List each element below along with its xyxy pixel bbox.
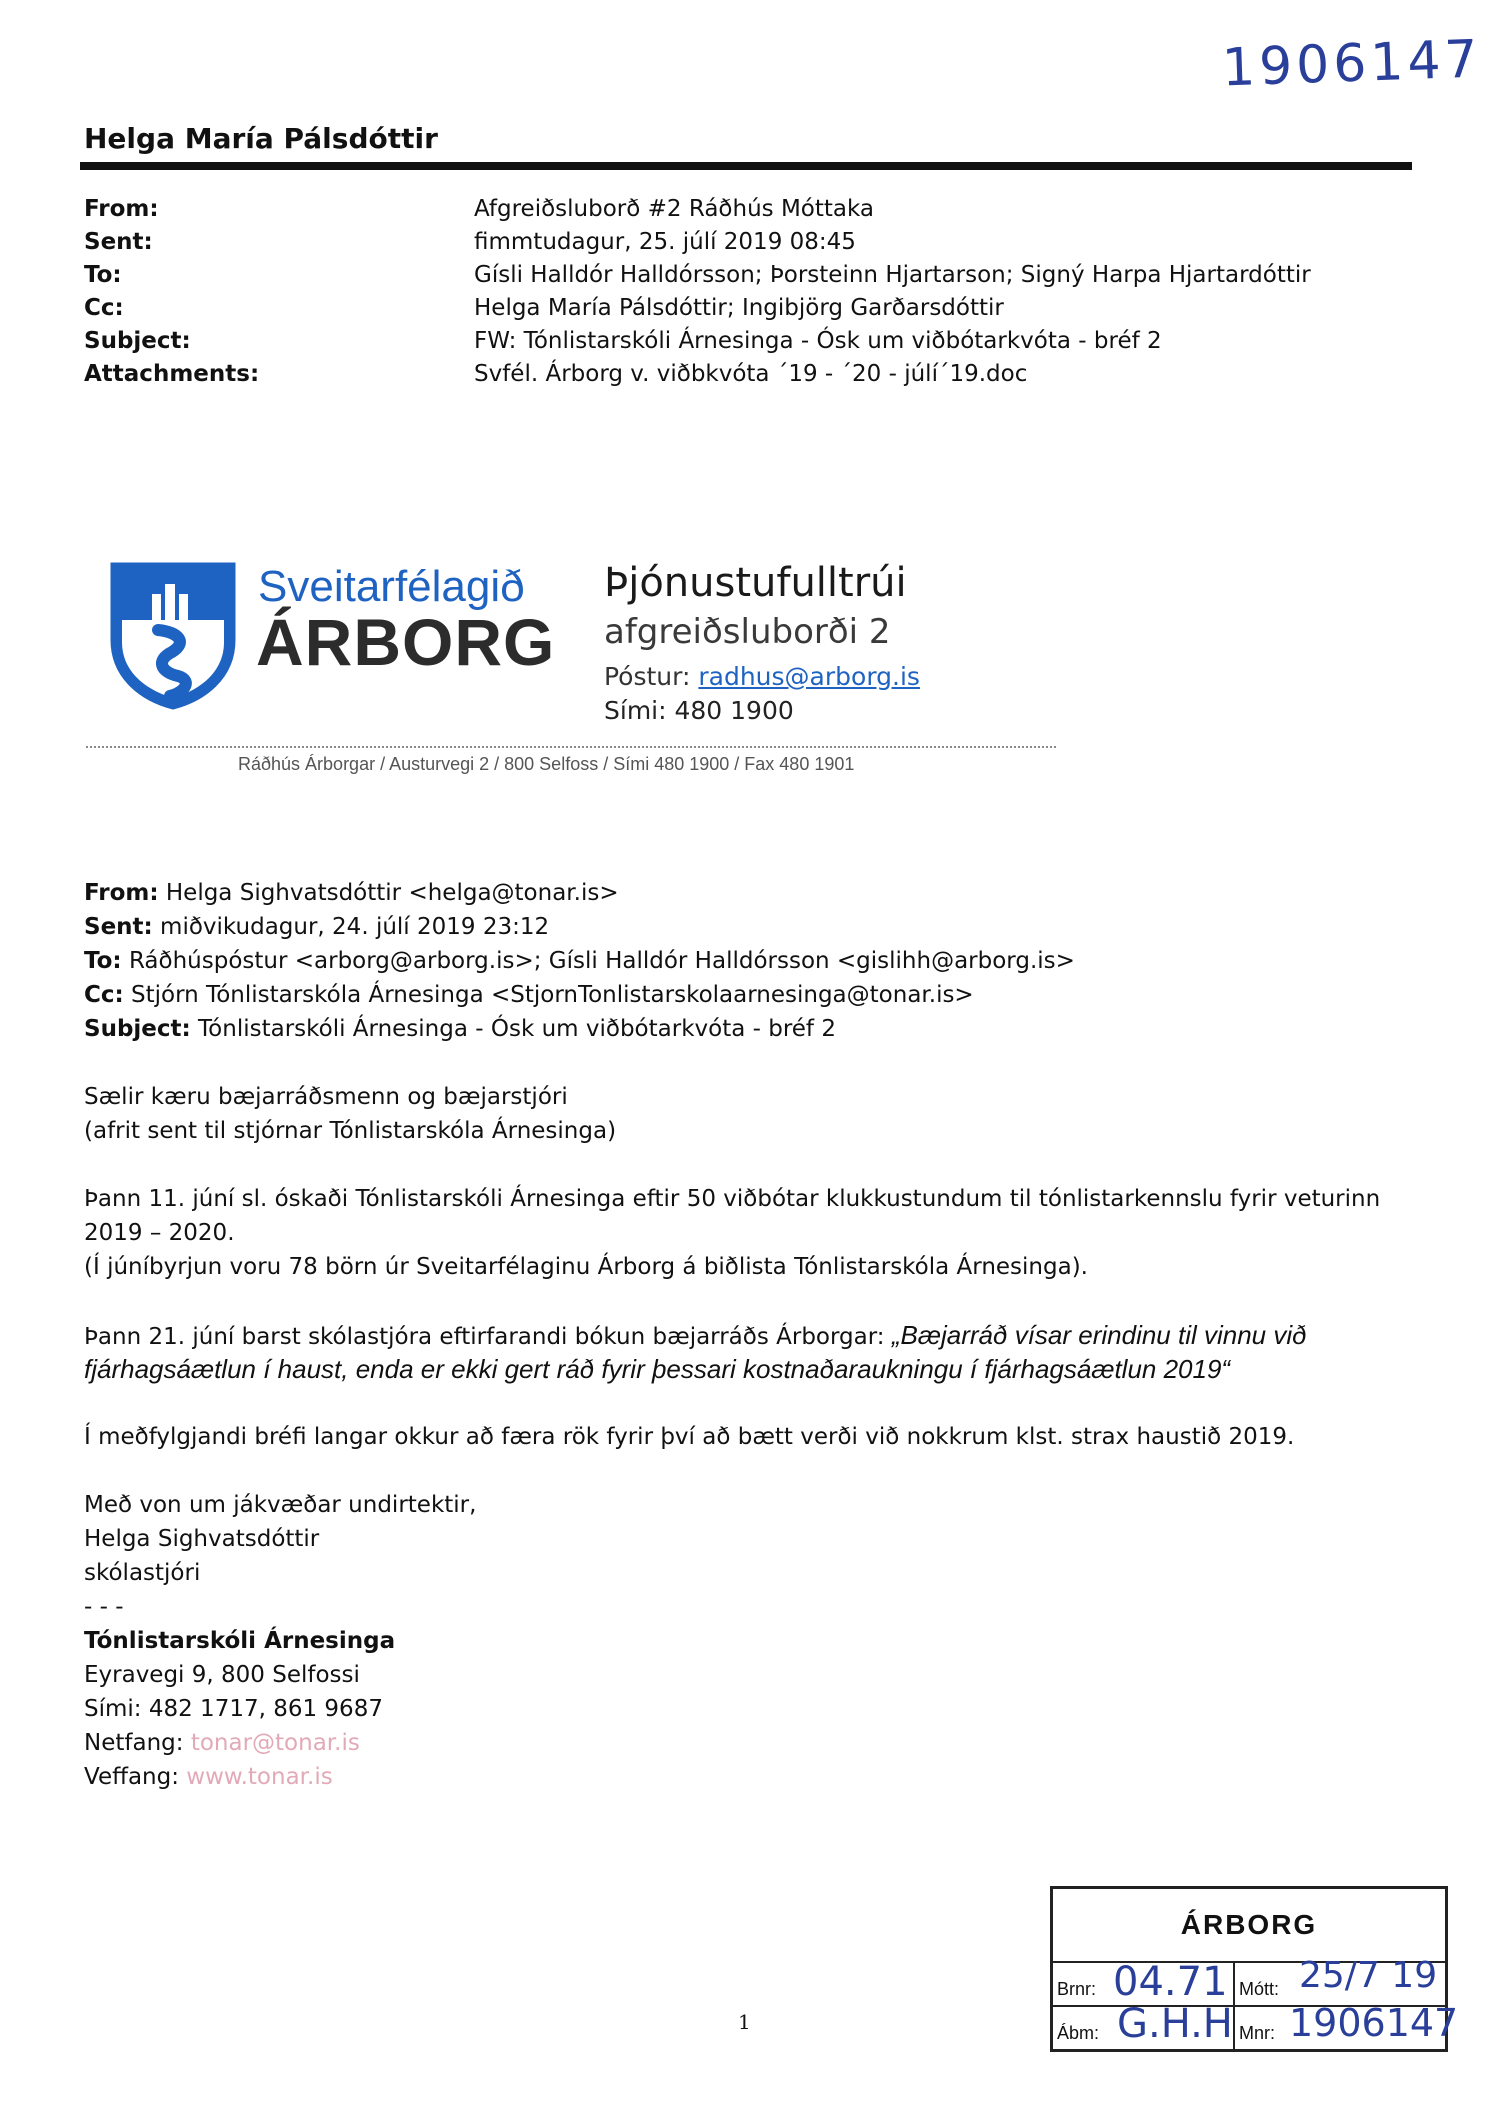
council-quote-start: „Bæjarráð vísar erindinu til vinnu við bbox=[891, 1320, 1307, 1350]
signature-divider bbox=[86, 746, 1056, 748]
closing: Með von um jákvæðar undirtektir, bbox=[84, 1492, 477, 1518]
stamp-value-brnr: 04.71 bbox=[1113, 1959, 1228, 2005]
paragraph-3: Í meðfylgjandi bréfi langar okkur að færa rök fyrir því að bætt verði við nokkrum klst. strax haustið 2019. bbox=[84, 1424, 1295, 1450]
school-web-link[interactable]: www.tonar.is bbox=[186, 1764, 333, 1790]
school-web-line bbox=[84, 1760, 1414, 1794]
original-cc bbox=[84, 978, 1414, 1012]
paragraph-1-line-2: 2019 – 2020. bbox=[84, 1220, 235, 1246]
cc-note: (afrit sent til stjórnar Tónlistarskóla Árnesinga) bbox=[84, 1118, 617, 1144]
stamp-value-mott: 25/7 19 bbox=[1299, 1955, 1438, 1996]
field-value: miðvikudagur, 24. júlí 2019 23:12 bbox=[152, 914, 550, 940]
logo-text-municipality: Sveitarfélagið bbox=[258, 562, 525, 611]
paragraph-2-intro: Þann 21. júní barst skólastjóra eftirfarandi bókun bæjarráðs Árborgar: bbox=[84, 1324, 892, 1350]
arborg-shield-icon bbox=[108, 560, 238, 710]
header-label: From: bbox=[84, 196, 159, 222]
header-label: Cc: bbox=[84, 295, 124, 321]
stamp-title: ÁRBORG bbox=[1180, 1909, 1318, 1940]
school-name bbox=[84, 1624, 1414, 1658]
header-value: FW: Tónlistarskóli Árnesinga - Ósk um viðbótarkvóta - bréf 2 bbox=[474, 328, 1162, 354]
header-value: Afgreiðsluborð #2 Ráðhús Móttaka bbox=[474, 196, 874, 222]
signature-email-link[interactable]: radhus@arborg.is bbox=[698, 662, 920, 691]
paragraph-1-line-3: (Í júníbyrjun voru 78 börn úr Sveitarfélaginu Árborg á biðlista Tónlistarskóla Árnesinga). bbox=[84, 1254, 1088, 1280]
header-label: To: bbox=[84, 262, 122, 288]
school-name-text: Tónlistarskóli Árnesinga bbox=[84, 1628, 396, 1654]
signature-email-label: Póstur: bbox=[604, 662, 691, 691]
header-value: Gísli Halldór Halldórsson; Þorsteinn Hjartarson; Signý Harpa Hjartardóttir bbox=[474, 262, 1311, 288]
header-value: fimmtudagur, 25. júlí 2019 08:45 bbox=[474, 229, 856, 255]
school-email-label: Netfang: bbox=[84, 1730, 191, 1756]
school-web-label: Veffang: bbox=[84, 1764, 187, 1790]
field-label: Sent: bbox=[84, 914, 153, 940]
header-label: Sent: bbox=[84, 229, 153, 255]
paragraph-2-line-1 bbox=[84, 1318, 1414, 1352]
signature-email-line bbox=[604, 662, 920, 691]
signature-title: Þjónustufulltrúi bbox=[604, 560, 907, 606]
field-label: To: bbox=[84, 948, 122, 974]
signature-phone: Sími: 480 1900 bbox=[604, 696, 794, 725]
original-to bbox=[84, 944, 1414, 978]
forwarded-message bbox=[84, 876, 1414, 1794]
field-value: Helga Sighvatsdóttir <helga@tonar.is> bbox=[158, 880, 619, 906]
signature-address: Ráðhús Árborgar / Austurvegi 2 / 800 Selfoss / Sími 480 1900 / Fax 480 1901 bbox=[238, 754, 855, 774]
original-from bbox=[84, 876, 1414, 910]
header-divider bbox=[80, 162, 1412, 170]
stamp-divider bbox=[1233, 1961, 1235, 2049]
field-value: Ráðhúspóstur <arborg@arborg.is>; Gísli Halldór Halldórsson <gislihh@arborg.is> bbox=[121, 948, 1075, 974]
header-label: Attachments: bbox=[84, 361, 260, 387]
stamp-value-mnr: 1906147 bbox=[1289, 2001, 1459, 2045]
email-signature bbox=[108, 560, 1058, 780]
page-number: 1 bbox=[738, 2010, 751, 2034]
stamp-label-brnr: Brnr: bbox=[1057, 1979, 1097, 1999]
stamp-label-mott: Mótt: bbox=[1239, 1979, 1280, 1999]
signature-subtitle: afgreiðsluborði 2 bbox=[604, 612, 891, 652]
field-label: Cc: bbox=[84, 982, 124, 1008]
header-label: Subject: bbox=[84, 328, 191, 354]
field-value: Tónlistarskóli Árnesinga - Ósk um viðbótarkvóta - bréf 2 bbox=[190, 1016, 836, 1042]
field-label: From: bbox=[84, 880, 159, 906]
stamp-label-abm: Ábm: bbox=[1057, 2023, 1100, 2043]
school-address: Eyravegi 9, 800 Selfossi bbox=[84, 1662, 360, 1688]
signature-separator: - - - bbox=[84, 1594, 124, 1620]
sender-role: skólastjóri bbox=[84, 1560, 201, 1586]
header-value: Helga María Pálsdóttir; Ingibjörg Garðarsdóttir bbox=[474, 295, 1004, 321]
stamp-value-abm: G.H.H bbox=[1117, 2001, 1233, 2047]
school-phones: Sími: 482 1717, 861 9687 bbox=[84, 1696, 383, 1722]
original-subject bbox=[84, 1012, 1414, 1046]
council-quote-end: fjárhagsáætlun í haust, enda er ekki gert ráð fyrir þessari kostnaðaraukningu í fjárhagsáætlun 2019“ bbox=[84, 1354, 1231, 1384]
attachment-filename[interactable]: Svfél. Árborg v. viðbkvóta ´19 - ´20 - júlí´19.doc bbox=[474, 361, 1028, 387]
document-author: Helga María Pálsdóttir bbox=[84, 122, 438, 155]
handwritten-reference-number: 1906147 bbox=[1221, 29, 1483, 99]
school-email-line bbox=[84, 1726, 1414, 1760]
logo-text-arborg: ÁRBORG bbox=[256, 605, 556, 679]
stamp-label-mnr: Mnr: bbox=[1239, 2023, 1275, 2043]
field-value: Stjórn Tónlistarskóla Árnesinga <StjornTonlistarskolaarnesinga@tonar.is> bbox=[123, 982, 974, 1008]
school-email-link[interactable]: tonar@tonar.is bbox=[190, 1730, 360, 1756]
field-label: Subject: bbox=[84, 1016, 191, 1042]
sender-name: Helga Sighvatsdóttir bbox=[84, 1526, 320, 1552]
greeting: Sælir kæru bæjarráðsmenn og bæjarstjóri bbox=[84, 1084, 568, 1110]
original-sent bbox=[84, 910, 1414, 944]
paragraph-1-line-1: Þann 11. júní sl. óskaði Tónlistarskóli Árnesinga eftir 50 viðbótar klukkustundum til tónlistarkennslu fyrir veturinn bbox=[84, 1186, 1381, 1212]
registration-stamp bbox=[1050, 1886, 1459, 2052]
